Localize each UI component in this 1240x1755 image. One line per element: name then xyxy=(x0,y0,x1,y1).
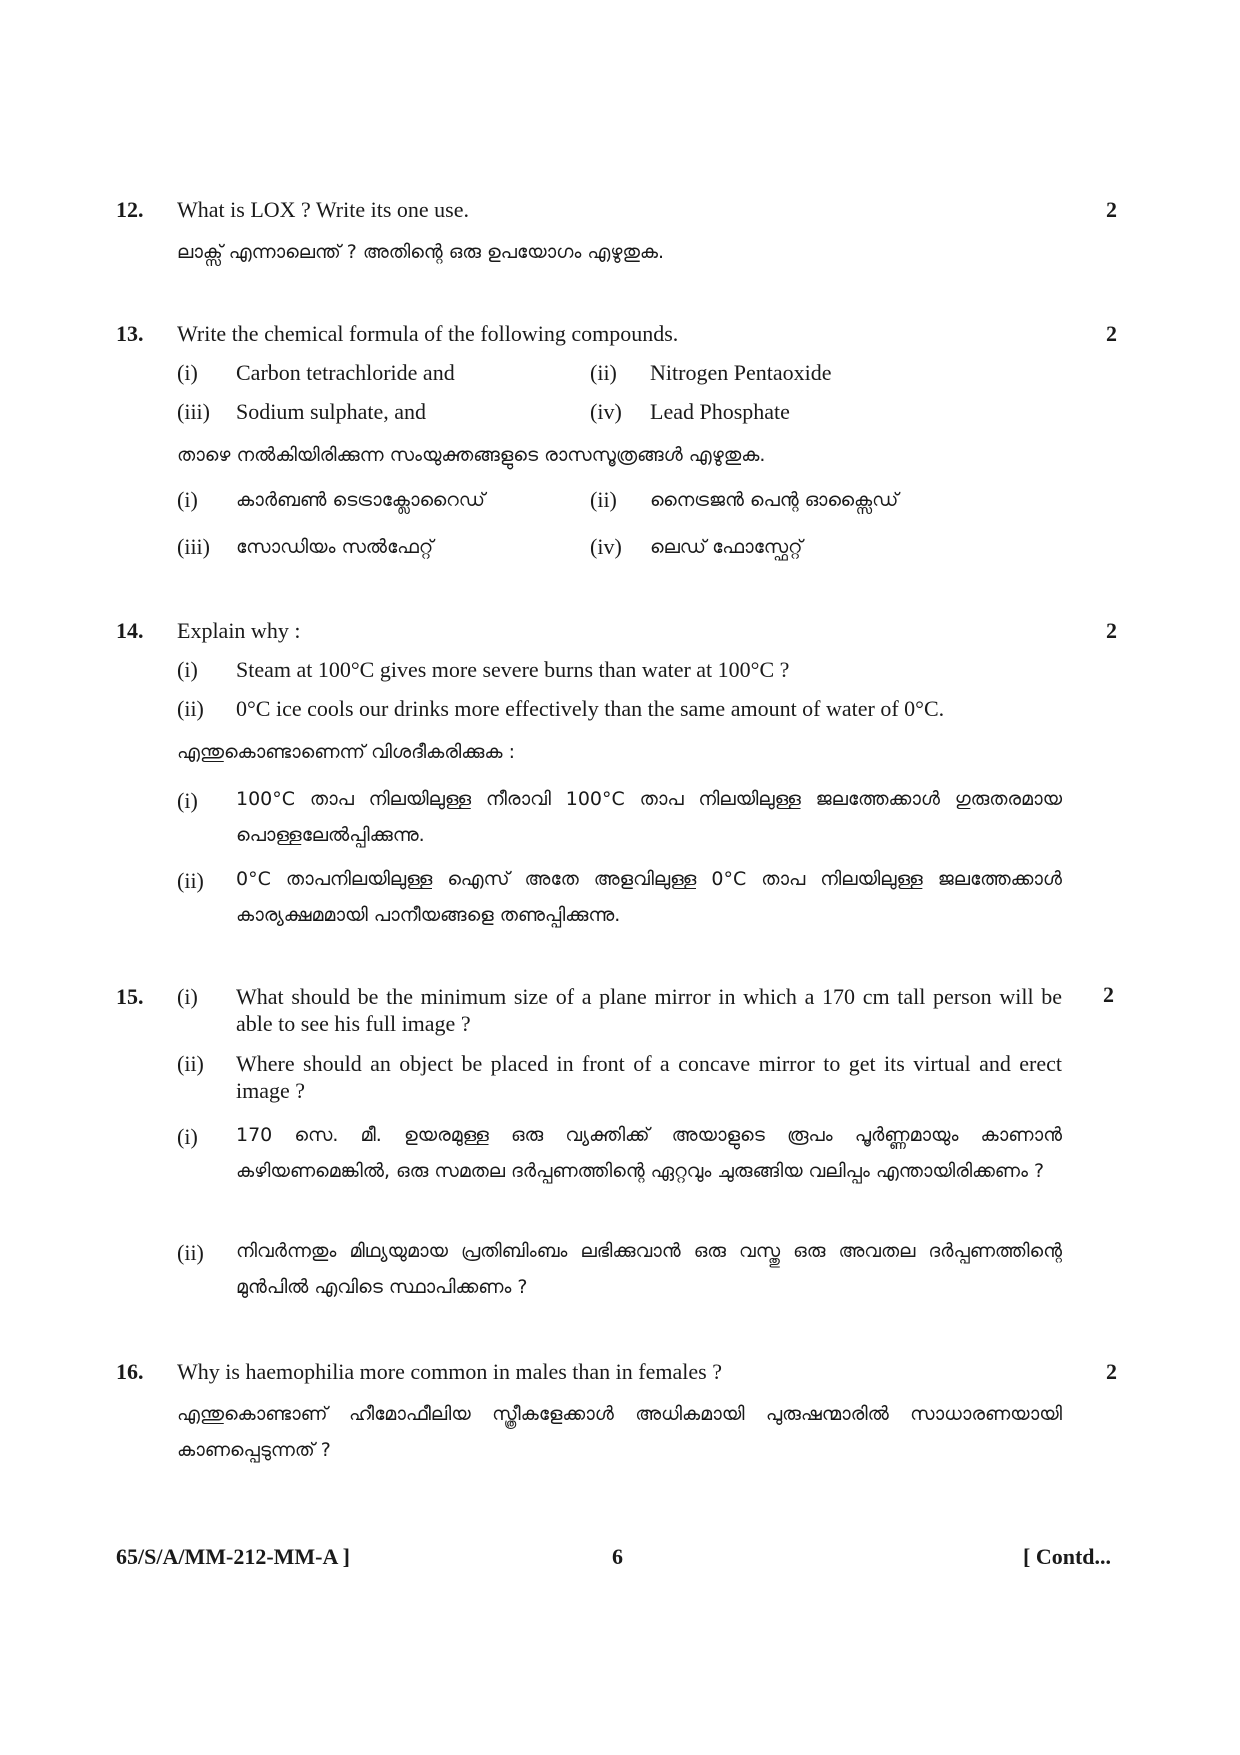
page-number: 6 xyxy=(612,1544,623,1569)
part-number: (ii) xyxy=(177,696,204,721)
marks: 2 xyxy=(1106,1359,1117,1384)
part-number: (i) xyxy=(177,657,198,682)
option-number: (ii) xyxy=(590,360,617,385)
question-text-en: Why is haemophilia more common in males than in females ? xyxy=(177,1359,722,1384)
option-text: Lead Phosphate xyxy=(650,399,790,424)
part-text: What should be the minimum size of a plane mirror in which a 170 cm tall person will be able to see his full image ? xyxy=(236,984,1062,1036)
part-text: Steam at 100°C gives more severe burns than water at 100°C ? xyxy=(236,657,790,682)
question-text-ml: താഴെ നൽകിയിരിക്കുന്ന സംയുക്തങ്ങളുടെ രാസസൂത്രങ്ങൾ എഴുതുക. xyxy=(177,444,766,466)
option-number: (i) xyxy=(177,487,198,512)
question-text-ml: എന്തുകൊണ്ടാണെന്ന് വിശദീകരിക്കുക : xyxy=(177,741,515,763)
part-number: (ii) xyxy=(177,868,204,893)
part-number: (i) xyxy=(177,984,198,1009)
option-text: Carbon tetrachloride and xyxy=(236,360,455,385)
part-text-ml: നിവർന്നതും മിഥ്യയുമായ പ്രതിബിംബം ലഭിക്കുവാൻ ഒരു വസ്തു ഒരു അവതല ദർപ്പണത്തിന്റെ മുൻപിൽ എവിടെ സ്ഥാപിക്കണം ? xyxy=(236,1240,1062,1298)
part-text-ml: 100°C താപ നിലയിലുള്ള നീരാവി 100°C താപ നിലയിലുള്ള ജലത്തേക്കാൾ ഗുരുതരമായ പൊള്ളലേൽപ്പിക്കുന്നു. xyxy=(236,788,1062,846)
option-number: (ii) xyxy=(590,487,617,512)
option-number: (iii) xyxy=(177,534,210,559)
part-number: (i) xyxy=(177,1124,198,1149)
marks: 2 xyxy=(1106,618,1117,643)
part-text-ml: 0°C താപനിലയിലുള്ള ഐസ് അതേ അളവിലുള്ള 0°C താപ നിലയിലുള്ള ജലത്തേക്കാൾ കാര്യക്ഷമമായി പാനീയങ്ങളെ തണുപ്പിക്കുന്നു. xyxy=(236,868,1062,926)
marks: 2 xyxy=(1106,197,1117,222)
question-text-en: What is LOX ? Write its one use. xyxy=(177,197,469,222)
question-number: 16. xyxy=(116,1359,144,1384)
part-number: (i) xyxy=(177,788,198,813)
option-text: Sodium sulphate, and xyxy=(236,399,427,424)
option-text-ml: നൈട്രജൻ പെന്റ ഓക്സൈഡ് xyxy=(650,489,899,511)
option-number: (iv) xyxy=(590,399,622,424)
question-text-ml: എന്തുകൊണ്ടാണ് ഹീമോഫീലിയ സ്ത്രീകളേക്കാൾ അധികമായി പുരുഷന്മാരിൽ സാധാരണയായി കാണപ്പെടുന്നത് ? xyxy=(177,1403,1062,1461)
option-text-ml: കാർബൺ ടെട്രാക്ലോറൈഡ് xyxy=(236,489,485,511)
part-number: (ii) xyxy=(177,1051,204,1076)
option-text-ml: സോഡിയം സൽഫേറ്റ് xyxy=(236,536,434,558)
paper-code: 65/S/A/MM-212-MM-A ] xyxy=(116,1544,350,1569)
option-number: (iv) xyxy=(590,534,622,559)
option-number: (iii) xyxy=(177,399,210,424)
question-text-ml: ലാക്സ് എന്നാലെന്ത് ? അതിന്റെ ഒരു ഉപയോഗം എഴുതുക. xyxy=(177,241,665,263)
question-text-en: Write the chemical formula of the following compounds. xyxy=(177,321,679,346)
question-number: 15. xyxy=(116,984,144,1009)
question-number: 12. xyxy=(116,197,144,222)
option-text-ml: ലെഡ് ഫോസ്ഫേറ്റ് xyxy=(650,536,803,558)
part-text-ml: 170 സെ. മീ. ഉയരമുള്ള ഒരു വ്യക്തിക്ക് അയാളുടെ രൂപം പൂർണ്ണമായും കാണാൻ കഴിയണമെങ്കിൽ, ഒരു സമതല ദർപ്പണത്തിന്റെ ഏറ്റവും ചുരുങ്ങിയ വലിപ്പം എന്തായിരിക്കണം ? xyxy=(236,1124,1062,1182)
question-number: 13. xyxy=(116,321,144,346)
question-text-en: Explain why : xyxy=(177,618,301,643)
part-text: Where should an object be placed in front of a concave mirror to get its virtual and erect image ? xyxy=(236,1051,1062,1103)
part-number: (ii) xyxy=(177,1240,204,1265)
marks: 2 xyxy=(1103,982,1114,1007)
question-number: 14. xyxy=(116,618,144,643)
option-text: Nitrogen Pentaoxide xyxy=(650,360,832,385)
continued-label: [ Contd... xyxy=(1023,1544,1112,1569)
part-text: 0°C ice cools our drinks more effectively than the same amount of water of 0°C. xyxy=(236,696,945,721)
marks: 2 xyxy=(1106,321,1117,346)
option-number: (i) xyxy=(177,360,198,385)
